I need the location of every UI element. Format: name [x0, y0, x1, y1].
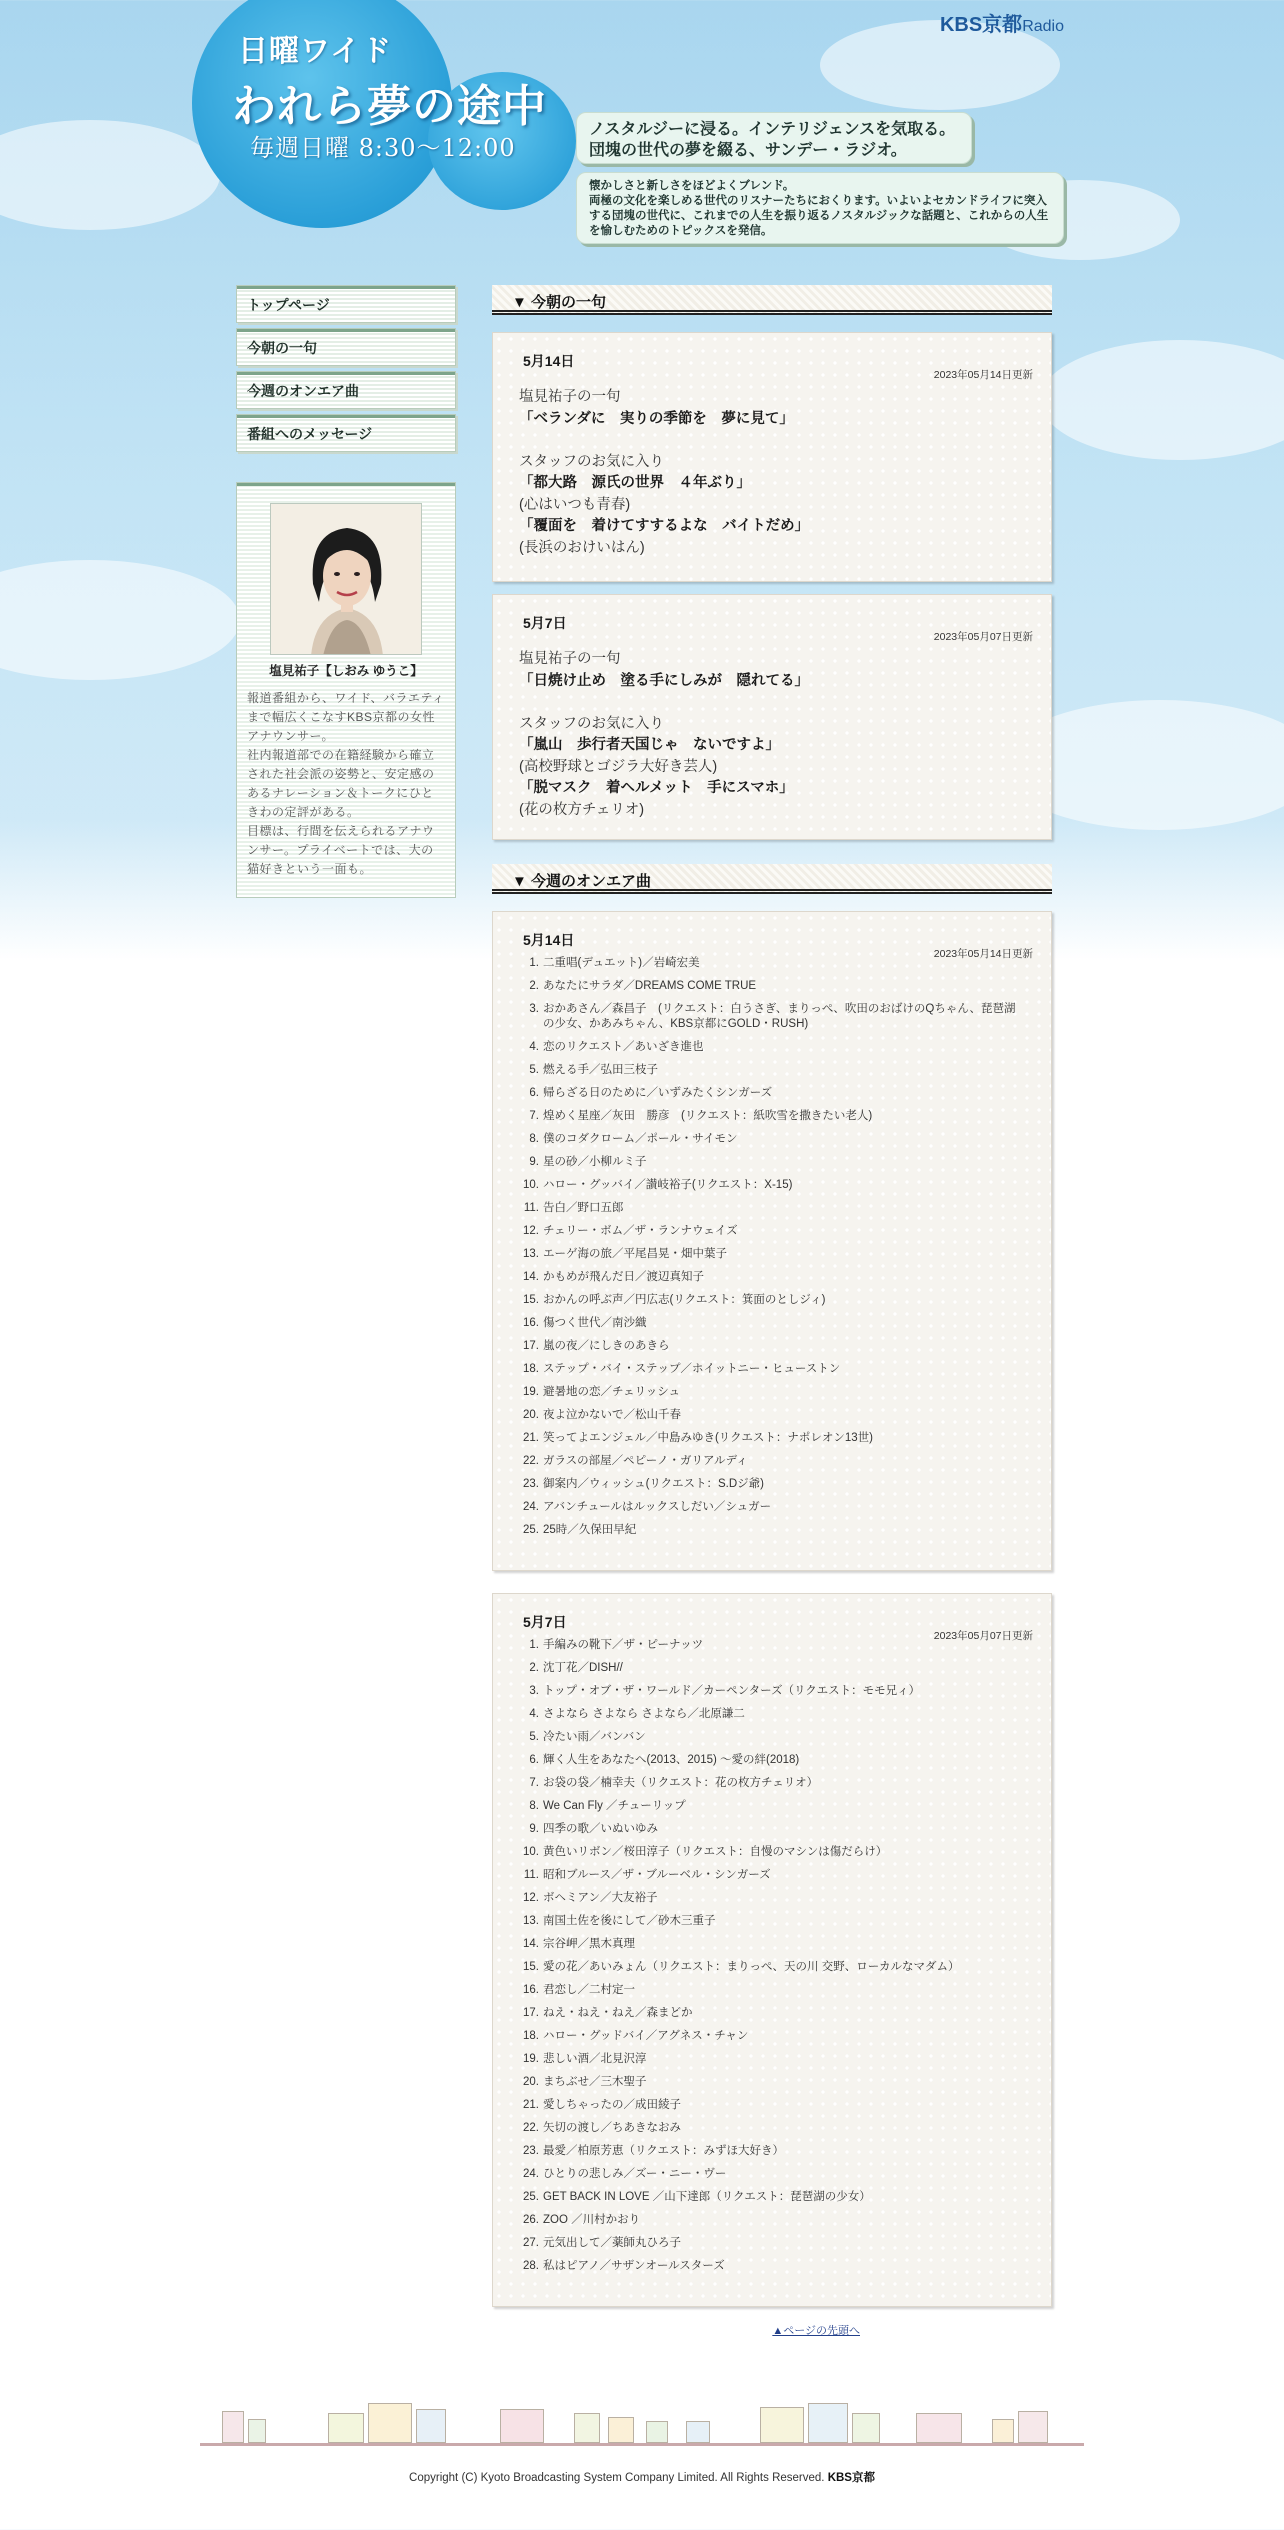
- card-date: 5月14日: [523, 932, 575, 948]
- haiku-body: [519, 387, 1027, 559]
- song-item: [519, 1983, 1027, 1998]
- song-title: おかあさん／森昌子 (リクエスト：白うさぎ、まりっぺ、吹田のおばけのQちゃん、琵琶湖の少女、かあみちゃん、KBS京都にGOLD・RUSH): [543, 1003, 1016, 1030]
- song-item: [519, 1523, 1027, 1538]
- song-title: 愛しちゃったの／成田綾子: [543, 2099, 681, 2111]
- song-number: 20.: [523, 1409, 539, 1421]
- song-item: [519, 1845, 1027, 1860]
- song-title: ステップ・バイ・ステップ／ホイットニー・ヒューストン: [543, 1363, 841, 1375]
- song-number: 12.: [523, 1892, 539, 1904]
- song-item: [519, 1454, 1027, 1469]
- card-date: 5月14日: [523, 353, 575, 369]
- song-item: [519, 1960, 1027, 1975]
- haiku-spacer: [519, 692, 1027, 714]
- song-number: 15.: [523, 1961, 539, 1973]
- song-number: 2.: [529, 1662, 539, 1674]
- song-item: [519, 1868, 1027, 1883]
- song-item: [519, 1730, 1027, 1745]
- song-item: [519, 2236, 1027, 2251]
- song-title: 恋のリクエスト／あいざき進也: [543, 1041, 704, 1053]
- back-to-top-link[interactable]: ▲ページの先頭へ: [772, 2325, 860, 2337]
- song-title: ひとりの悲しみ／ズー・ニー・ヴー: [543, 2168, 727, 2180]
- haiku-line: 「ベランダに 実りの季節を 夢に見て」: [519, 410, 794, 427]
- card-updated: 2023年05月07日更新: [933, 631, 1033, 643]
- song-title: 悲しい酒／北見沢淳: [543, 2053, 647, 2065]
- song-item: [519, 1661, 1027, 1676]
- song-number: 10.: [523, 1179, 539, 1191]
- song-number: 25.: [523, 1524, 539, 1536]
- song-item: [519, 2029, 1027, 2044]
- song-item: [519, 1914, 1027, 1929]
- song-item: [519, 1408, 1027, 1423]
- song-number: 3.: [529, 1685, 539, 1697]
- song-title: まちぶせ／三木聖子: [543, 2076, 647, 2088]
- house-icon: [808, 2403, 848, 2443]
- house-icon: [248, 2419, 266, 2443]
- song-title: かもめが飛んだ日／渡辺真知子: [543, 1271, 704, 1283]
- song-title: 夜よ泣かないで／松山千春: [543, 1409, 681, 1421]
- song-number: 9.: [529, 1156, 539, 1168]
- house-icon: [608, 2417, 634, 2443]
- page-wrapper: [200, 0, 1084, 2530]
- house-icon: [222, 2411, 244, 2443]
- song-number: 14.: [523, 1938, 539, 1950]
- song-number: 6.: [529, 1754, 539, 1766]
- song-number: 14.: [523, 1271, 539, 1283]
- house-icon: [852, 2413, 880, 2443]
- song-title: 南国土佐を後にして／砂木三重子: [543, 1915, 716, 1927]
- house-icon: [368, 2403, 412, 2443]
- song-item: [519, 1477, 1027, 1492]
- song-title: 昭和ブルース／ザ・ブルーベル・シンガーズ: [543, 1869, 771, 1881]
- logo-airtime: 毎週日曜 8:30〜12:00: [250, 134, 516, 162]
- song-item: [519, 2190, 1027, 2205]
- song-number: 11.: [523, 1202, 539, 1214]
- song-title: 冷たい雨／バンバン: [543, 1731, 646, 1743]
- song-title: 笑ってよエンジェル／中島みゆき(リクエスト：ナポレオン13世): [543, 1432, 873, 1444]
- haiku-line: 塩見祐子の一句: [519, 389, 621, 405]
- song-title: エーゲ海の旅／平尾昌晃・畑中葉子: [543, 1248, 727, 1260]
- song-number: 8.: [529, 1800, 539, 1812]
- song-title: GET BACK IN LOVE ／山下達郎（リクエスト：琵琶湖の少女）: [543, 2191, 871, 2203]
- cloud-decoration: [0, 120, 220, 230]
- song-title: 愛の花／あいみょん（リクエスト：まりっぺ、天の川 交野、ローカルなマダム）: [543, 1961, 960, 1973]
- sidebar-nav: [236, 285, 456, 457]
- song-list: [519, 956, 1027, 1538]
- song-number: 22.: [523, 1455, 539, 1467]
- song-item: [519, 1385, 1027, 1400]
- song-title: ボヘミアン／大友裕子: [543, 1892, 658, 1904]
- song-title: 傷つく世代／南沙織: [543, 1317, 647, 1329]
- song-number: 18.: [523, 2030, 539, 2042]
- song-title: ハロー・グッバイ／讃岐裕子(リクエスト：X-15): [543, 1179, 793, 1191]
- song-item: [519, 1155, 1027, 1170]
- song-item: [519, 1201, 1027, 1216]
- song-item: [519, 1822, 1027, 1837]
- song-item: [519, 2052, 1027, 2067]
- house-icon: [574, 2413, 600, 2443]
- song-item: [519, 1109, 1027, 1124]
- description-bubble: [576, 172, 1064, 244]
- song-title: ハロー・グッドバイ／アグネス・チャン: [543, 2030, 749, 2042]
- song-title: 25時／久保田早紀: [543, 1524, 637, 1536]
- house-icon: [328, 2413, 364, 2443]
- footer-town-illustration: [200, 2392, 1084, 2446]
- song-title: 僕のコダクローム／ポール・サイモン: [543, 1133, 738, 1145]
- song-title: お袋の袋／楠幸夫（リクエスト：花の枚方チェリオ）: [543, 1777, 819, 1789]
- song-item: [519, 1362, 1027, 1377]
- card-date: 5月7日: [523, 615, 567, 631]
- song-number: 17.: [523, 2007, 539, 2019]
- song-number: 6.: [529, 1087, 539, 1099]
- song-title: 元気出して／薬師丸ひろ子: [543, 2237, 681, 2249]
- house-icon: [416, 2409, 446, 2443]
- host-bio: 報道番組から、ワイド、バラエティまで幅広くこなすKBS京都の女性アナウンサー。 社内報道部での在籍経験から確立された社会派の姿勢と、安定感のあるナレーション＆トークにひときわの定評がある。 目標は、行間を伝えられるアナウンサー。プライベートでは、大の猫好きという一面も。: [247, 691, 445, 876]
- footer-copyright: [200, 2469, 1084, 2485]
- song-title: 君恋し／二村定一: [543, 1984, 635, 1996]
- song-item: [519, 1776, 1027, 1791]
- house-icon: [916, 2413, 962, 2443]
- song-title: 二重唱(デュエット)／岩崎宏美: [543, 957, 700, 969]
- song-title: チェリー・ボム／ザ・ランナウェイズ: [543, 1225, 738, 1237]
- song-number: 4.: [529, 1041, 539, 1053]
- song-title: 輝く人生をあなたへ(2013、2015) ～愛の絆(2018): [543, 1754, 800, 1766]
- song-item: [519, 1684, 1027, 1699]
- nav-item-haiku[interactable]: 今朝の一句: [236, 328, 456, 366]
- song-item: [519, 1500, 1027, 1515]
- song-title: 矢切の渡し／ちあきなおみ: [543, 2122, 681, 2134]
- song-item: [519, 1086, 1027, 1101]
- song-item: [519, 1040, 1027, 1055]
- section-heading-haiku: ▼ 今朝の一句: [492, 285, 1052, 315]
- song-item: [519, 2144, 1027, 2159]
- song-item: [519, 1224, 1027, 1239]
- song-number: 19.: [523, 1386, 539, 1398]
- song-title: 黄色いリボン／桜田淳子（リクエスト：自慢のマシンは傷だらけ）: [543, 1846, 888, 1858]
- footer-brand: KBS京都: [827, 2472, 875, 2484]
- song-number: 7.: [529, 1110, 539, 1122]
- song-title: ZOO ／川村かおり: [543, 2214, 641, 2226]
- tagline-bubble: [576, 112, 972, 164]
- section-heading-onair-songs: ▼ 今週のオンエア曲: [492, 864, 1052, 894]
- song-title: 最愛／柏原芳恵（リクエスト：みずほ大好き）: [543, 2145, 785, 2157]
- house-icon: [500, 2409, 544, 2443]
- haiku-line: 「嵐山 歩行者天国じゃ ないですよ」: [519, 737, 780, 753]
- song-title: 煌めく星座／灰田 勝彦 (リクエスト：紙吹雪を撒きたい老人): [543, 1110, 873, 1122]
- song-item: [519, 1707, 1027, 1722]
- song-item: [519, 2075, 1027, 2090]
- song-number: 1.: [529, 1639, 539, 1651]
- song-title: 御案内／ウィッシュ(リクエスト：S.Dジ爺): [543, 1478, 764, 1490]
- songs-card: [492, 1593, 1052, 2307]
- haiku-spacer: [519, 430, 1027, 452]
- logo-title: われら夢の途中: [232, 81, 547, 132]
- song-title: 私はピアノ／サザンオールスターズ: [543, 2260, 725, 2272]
- song-item: [519, 2006, 1027, 2021]
- songs-card: [492, 911, 1052, 1571]
- song-number: 28.: [523, 2260, 539, 2272]
- song-number: 5.: [529, 1731, 539, 1743]
- haiku-line: スタッフのお気に入り: [519, 715, 664, 732]
- haiku-line: (長浜のおけいはん): [519, 539, 645, 556]
- song-number: 11.: [523, 1869, 539, 1881]
- haiku-line: 「脱マスク 着ヘルメット 手にスマホ」: [519, 780, 794, 796]
- haiku-line: 「都大路 源氏の世界 ４年ぶり」: [519, 475, 751, 491]
- house-icon: [646, 2421, 668, 2443]
- song-number: 20.: [523, 2076, 539, 2088]
- nav-item-onair-songs[interactable]: 今週のオンエア曲: [236, 371, 456, 409]
- house-icon: [1018, 2411, 1048, 2443]
- haiku-line: 「覆面を 着けてすするよな バイトだめ」: [519, 518, 810, 534]
- song-title: ねえ・ねえ・ねえ／森まどか: [543, 2007, 693, 2019]
- song-item: [519, 1316, 1027, 1331]
- song-number: 9.: [529, 1823, 539, 1835]
- song-title: 燃える手／弘田三枝子: [543, 1064, 658, 1076]
- copyright-text: Copyright (C) Kyoto Broadcasting System Company Limited. All Rights Reserved.: [409, 2472, 825, 2484]
- haiku-line: (花の枚方チェリオ): [519, 801, 645, 818]
- song-title: さよなら さよなら さよなら／北原謙二: [543, 1708, 745, 1720]
- house-icon: [760, 2407, 804, 2443]
- haiku-card: [492, 332, 1052, 582]
- host-photo: [270, 503, 422, 655]
- song-list: [519, 1638, 1027, 2274]
- song-number: 3.: [529, 1003, 539, 1015]
- song-number: 2.: [529, 980, 539, 992]
- host-profile: [236, 482, 456, 898]
- haiku-line: (心はいつも青春): [519, 496, 631, 513]
- song-item: [519, 2259, 1027, 2274]
- song-item: [519, 2121, 1027, 2136]
- song-title: 帰らざる日のために／いずみたくシンガーズ: [543, 1087, 773, 1099]
- haiku-line: 「日焼け止め 塗る手にしみが 隠れてる」: [519, 672, 809, 689]
- house-icon: [686, 2421, 710, 2443]
- song-number: 5.: [529, 1064, 539, 1076]
- song-number: 8.: [529, 1133, 539, 1145]
- song-number: 1.: [529, 957, 539, 969]
- song-number: 12.: [523, 1225, 539, 1237]
- song-number: 10.: [523, 1846, 539, 1858]
- song-item: [519, 1002, 1027, 1032]
- song-item: [519, 1132, 1027, 1147]
- song-item: [519, 1799, 1027, 1814]
- nav-item-message[interactable]: 番組へのメッセージ: [236, 414, 456, 452]
- house-icon: [992, 2419, 1014, 2443]
- description-text: 懐かしさと新しさをほどよくブレンド。 両極の文化を楽しめる世代のリスナーたちにおくります。いよいよセカンドライフに突入する団塊の世代に、これまでの人生を振り返るノスタルジックな話題と、これからの人生を愉しむためのトピックスを発信。: [589, 180, 1049, 237]
- song-item: [519, 2098, 1027, 2113]
- card-updated: 2023年05月07日更新: [933, 1630, 1033, 1642]
- song-item: [519, 1753, 1027, 1768]
- song-item: [519, 2213, 1027, 2228]
- song-title: 嵐の夜／にしきのあきら: [543, 1340, 670, 1352]
- haiku-line: スタッフのお気に入り: [519, 453, 664, 470]
- song-item: [519, 1431, 1027, 1446]
- song-title: あなたにサラダ／DREAMS COME TRUE: [543, 980, 757, 992]
- song-item: [519, 1937, 1027, 1952]
- song-number: 18.: [523, 1363, 539, 1375]
- song-number: 13.: [523, 1915, 539, 1927]
- song-item: [519, 956, 1027, 971]
- song-number: 27.: [523, 2237, 539, 2249]
- song-number: 25.: [523, 2191, 539, 2203]
- song-item: [519, 1891, 1027, 1906]
- song-number: 23.: [523, 2145, 539, 2157]
- song-title: 星の砂／小柳ルミ子: [543, 1156, 647, 1168]
- host-name: 塩見祐子【しおみ ゆうこ】: [269, 664, 423, 678]
- card-date: 5月7日: [523, 1614, 567, 1630]
- song-title: ガラスの部屋／ペピーノ・ガリアルディ: [543, 1455, 748, 1467]
- song-number: 26.: [523, 2214, 539, 2226]
- nav-item-top[interactable]: トップページ: [236, 285, 456, 323]
- song-number: 13.: [523, 1248, 539, 1260]
- haiku-body: [519, 649, 1027, 821]
- card-updated: 2023年05月14日更新: [933, 369, 1033, 381]
- song-title: トップ・オブ・ザ・ワールド／カーペンターズ（リクエスト：モモ兄ィ）: [543, 1685, 921, 1697]
- song-item: [519, 1339, 1027, 1354]
- song-number: 7.: [529, 1777, 539, 1789]
- song-title: 四季の歌／いぬいゆみ: [543, 1823, 658, 1835]
- song-title: 避暑地の恋／チェリッシュ: [543, 1386, 680, 1398]
- song-number: 22.: [523, 2122, 539, 2134]
- song-title: 沈丁花／DISH//: [543, 1662, 623, 1674]
- song-item: [519, 1293, 1027, 1308]
- haiku-line: 塩見祐子の一句: [519, 651, 621, 667]
- station-logo-radio: Radio: [1022, 18, 1064, 35]
- song-title: アバンチュールはルックスしだい／シュガー: [543, 1501, 772, 1513]
- song-number: 19.: [523, 2053, 539, 2065]
- song-number: 24.: [523, 1501, 539, 1513]
- song-item: [519, 1270, 1027, 1285]
- song-number: 16.: [523, 1984, 539, 1996]
- haiku-line: (高校野球とゴジラ大好き芸人): [519, 758, 718, 775]
- song-number: 21.: [523, 2099, 539, 2111]
- song-item: [519, 1247, 1027, 1262]
- song-number: 24.: [523, 2168, 539, 2180]
- song-title: We Can Fly ／チューリップ: [543, 1800, 686, 1812]
- song-item: [519, 2167, 1027, 2182]
- song-title: 手編みの靴下／ザ・ピーナッツ: [543, 1639, 704, 1651]
- song-item: [519, 1178, 1027, 1193]
- station-logo-main: KBS京都: [939, 14, 1023, 36]
- song-item: [519, 1063, 1027, 1078]
- card-updated: 2023年05月14日更新: [933, 948, 1033, 960]
- song-item: [519, 979, 1027, 994]
- song-item: [519, 1638, 1027, 1653]
- logo-subtitle: 日曜ワイド: [238, 34, 393, 69]
- tagline-text: ノスタルジーに浸る。インテリジェンスを気取る。 団塊の世代の夢を綴る、サンデー・ラジオ。: [589, 121, 956, 159]
- song-title: おかんの呼ぶ声／円広志(リクエスト：箕面のとしジィ): [543, 1294, 826, 1306]
- song-number: 21.: [523, 1432, 539, 1444]
- song-number: 4.: [529, 1708, 539, 1720]
- song-number: 16.: [523, 1317, 539, 1329]
- song-number: 15.: [523, 1294, 539, 1306]
- song-title: 宗谷岬／黒木真理: [543, 1938, 635, 1950]
- song-number: 23.: [523, 1478, 539, 1490]
- station-logo[interactable]: [940, 8, 1064, 37]
- song-title: 告白／野口五郎: [543, 1202, 624, 1214]
- haiku-card: [492, 594, 1052, 840]
- song-number: 17.: [523, 1340, 539, 1352]
- host-portrait-icon: [271, 504, 422, 655]
